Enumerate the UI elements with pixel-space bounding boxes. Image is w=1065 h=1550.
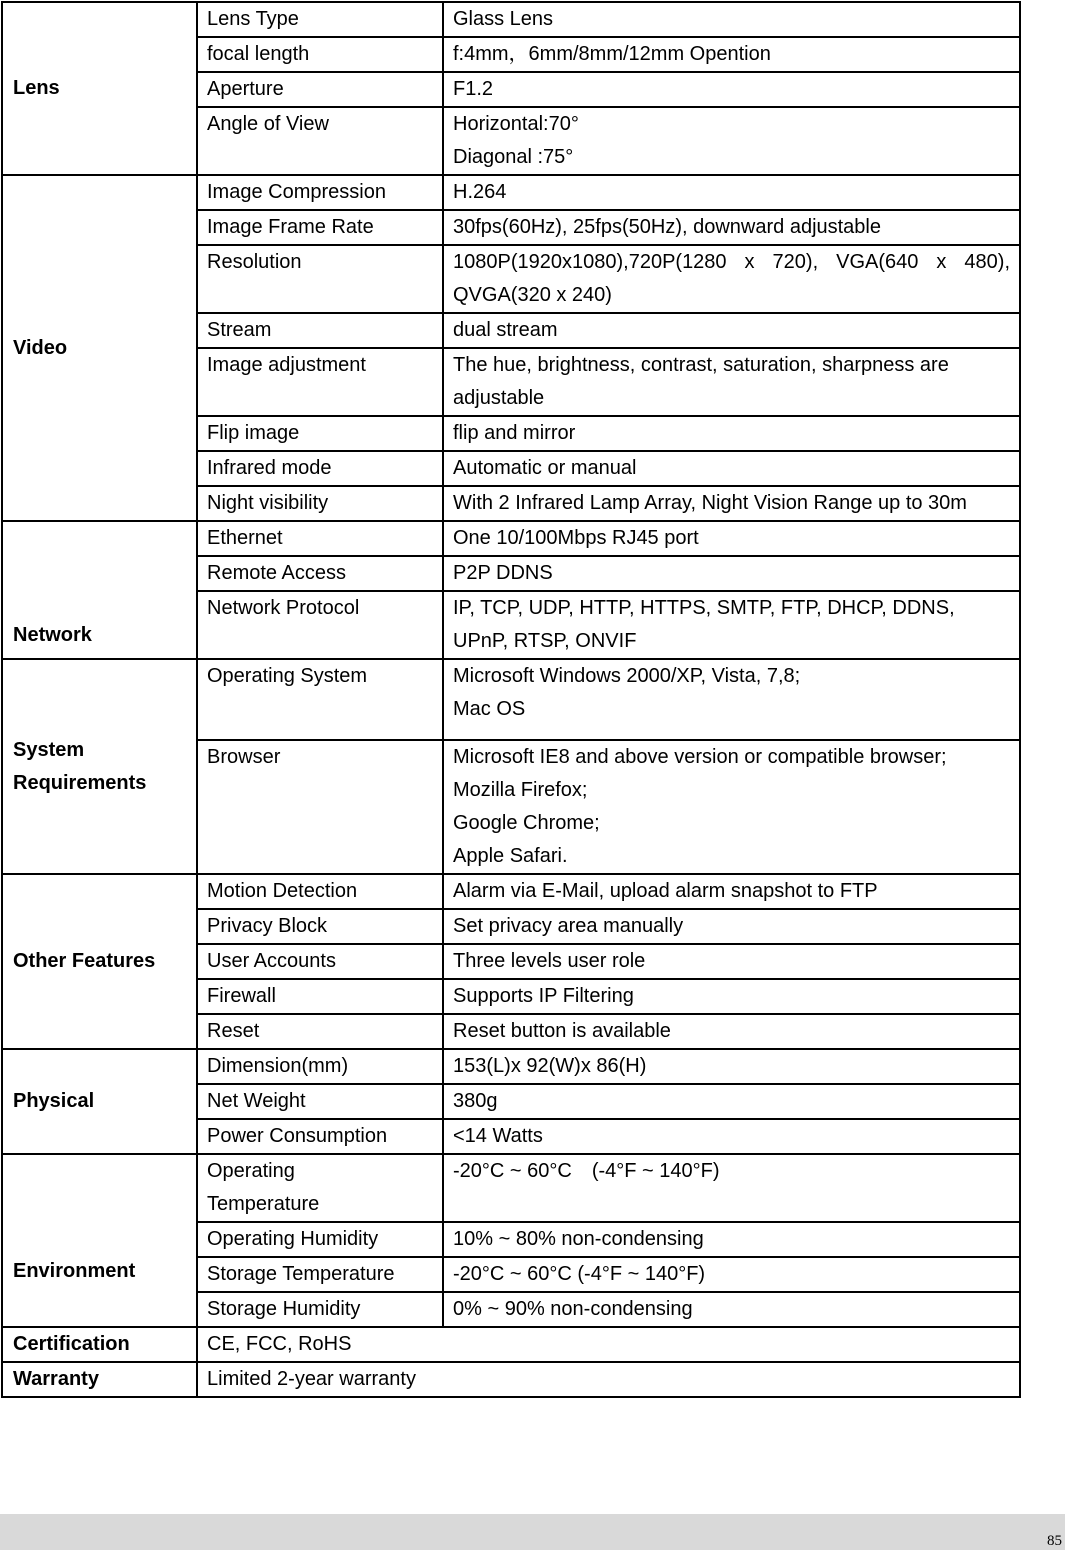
category-environment: Environment (2, 1154, 197, 1327)
category-physical: Physical (2, 1049, 197, 1154)
spec-value: H.264 (443, 175, 1020, 210)
spec-label: Resolution (197, 245, 443, 313)
table-row (2, 1049, 1020, 1084)
table-row (2, 874, 1020, 909)
table-row (2, 1362, 1020, 1397)
page-footer (0, 1514, 1065, 1550)
spec-value-line: Diagonal :75° (453, 146, 574, 168)
table-row (2, 1154, 1020, 1222)
spec-label: Image Frame Rate (197, 210, 443, 245)
spec-value: Supports IP Filtering (443, 979, 1020, 1014)
spec-table (1, 1, 1021, 1398)
spec-value: -20°C ~ 60°C (-4°F ~ 140°F) (443, 1257, 1020, 1292)
spec-value: P2P DDNS (443, 556, 1020, 591)
spec-value: F1.2 (443, 72, 1020, 107)
spec-label: Operating Humidity (197, 1222, 443, 1257)
category-lens: Lens (2, 2, 197, 175)
table-row (2, 2, 1020, 37)
spec-value: The hue, brightness, contrast, saturation, sharpness are adjustable (443, 348, 1020, 416)
table-row (2, 659, 1020, 740)
spec-value-line: Apple Safari. (453, 845, 568, 867)
spec-label: Stream (197, 313, 443, 348)
spec-value: One 10/100Mbps RJ45 port (443, 521, 1020, 556)
spec-value: 380g (443, 1084, 1020, 1119)
spec-label: Motion Detection (197, 874, 443, 909)
spec-value-line: Microsoft IE8 and above version or compatible browser; (453, 746, 947, 768)
spec-value: Glass Lens (443, 2, 1020, 37)
spec-label-line: Operating (207, 1160, 295, 1182)
spec-value: flip and mirror (443, 416, 1020, 451)
spec-value: Three levels user role (443, 944, 1020, 979)
spec-value: 1080P(1920x1080),720P(1280 x 720), VGA(640 x 480), QVGA(320 x 240) (443, 245, 1020, 313)
spec-label: Network Protocol (197, 591, 443, 659)
spec-label: Power Consumption (197, 1119, 443, 1154)
spec-label: Infrared mode (197, 451, 443, 486)
spec-value-line: Mozilla Firefox; (453, 779, 588, 801)
spec-label: Remote Access (197, 556, 443, 591)
spec-label: Operating System (197, 659, 443, 740)
spec-value (443, 659, 1020, 740)
category-other-features: Other Features (2, 874, 197, 1049)
spec-label: Ethernet (197, 521, 443, 556)
spec-label: Storage Temperature (197, 1257, 443, 1292)
spec-label: Image Compression (197, 175, 443, 210)
spec-label: Privacy Block (197, 909, 443, 944)
spec-label: Aperture (197, 72, 443, 107)
spec-value: With 2 Infrared Lamp Array, Night Vision Range up to 30m (443, 486, 1020, 521)
category-video: Video (2, 175, 197, 521)
spec-label-line: Temperature (207, 1193, 320, 1215)
spec-value: Limited 2-year warranty (197, 1362, 1020, 1397)
spec-label: Browser (197, 740, 443, 874)
spec-value (443, 740, 1020, 874)
spec-label: Night visibility (197, 486, 443, 521)
spec-value-line: Horizontal:70° (453, 113, 579, 135)
spec-value: Automatic or manual (443, 451, 1020, 486)
spec-label: Image adjustment (197, 348, 443, 416)
spec-label (197, 1154, 443, 1222)
category-line: System (13, 738, 85, 761)
table-row (2, 175, 1020, 210)
spec-value: dual stream (443, 313, 1020, 348)
category-line: Requirements (13, 771, 147, 794)
spec-value: Alarm via E-Mail, upload alarm snapshot to FTP (443, 874, 1020, 909)
spec-value: CE, FCC, RoHS (197, 1327, 1020, 1362)
spec-label: Angle of View (197, 107, 443, 175)
spec-label: Dimension(mm) (197, 1049, 443, 1084)
spec-label: Firewall (197, 979, 443, 1014)
spec-value: -20°C ~ 60°C (-4°F ~ 140°F) (443, 1154, 1020, 1222)
spec-label: Reset (197, 1014, 443, 1049)
spec-value: 153(L)x 92(W)x 86(H) (443, 1049, 1020, 1084)
spec-label: focal length (197, 37, 443, 72)
category-warranty: Warranty (2, 1362, 197, 1397)
spec-value: 0% ~ 90% non-condensing (443, 1292, 1020, 1327)
spec-value: f:4mm，6mm/8mm/12mm Opention (443, 37, 1020, 72)
spec-value-line: Mac OS (453, 698, 526, 720)
category-system-requirements (2, 659, 197, 874)
spec-value: 10% ~ 80% non-condensing (443, 1222, 1020, 1257)
spec-label: Storage Humidity (197, 1292, 443, 1327)
spec-value: 30fps(60Hz), 25fps(50Hz), downward adjustable (443, 210, 1020, 245)
category-certification: Certification (2, 1327, 197, 1362)
spec-label: Net Weight (197, 1084, 443, 1119)
page-number: 85 (1047, 1533, 1062, 1549)
spec-value: Set privacy area manually (443, 909, 1020, 944)
table-row (2, 1327, 1020, 1362)
table-row (2, 521, 1020, 556)
spec-label: Flip image (197, 416, 443, 451)
spec-value: <14 Watts (443, 1119, 1020, 1154)
spec-value-line: Microsoft Windows 2000/XP, Vista, 7,8; (453, 665, 801, 687)
spec-value-line: Google Chrome; (453, 812, 600, 834)
category-network: Network (2, 521, 197, 659)
spec-label: Lens Type (197, 2, 443, 37)
spec-label: User Accounts (197, 944, 443, 979)
spec-value: Reset button is available (443, 1014, 1020, 1049)
spec-value: IP, TCP, UDP, HTTP, HTTPS, SMTP, FTP, DHCP, DDNS, UPnP, RTSP, ONVIF (443, 591, 1020, 659)
spec-value (443, 107, 1020, 175)
